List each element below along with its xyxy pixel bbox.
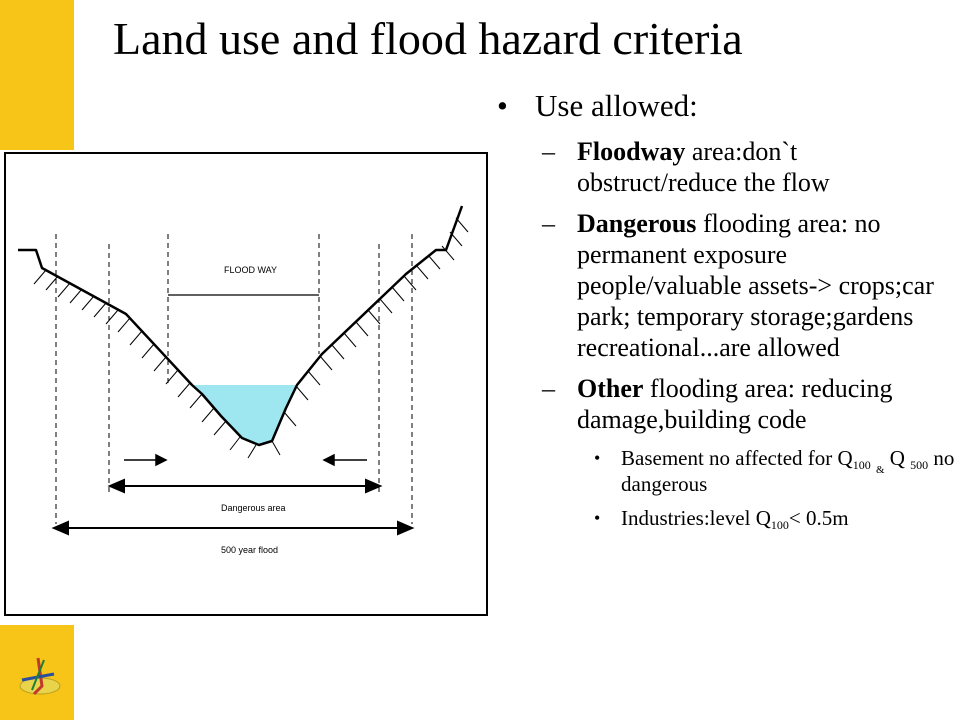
- dangerous-area-arrow: [110, 480, 380, 492]
- bullet-icon: •: [594, 508, 601, 528]
- bullet-content: [497, 88, 957, 539]
- logo-icon: [14, 650, 64, 700]
- item-other: [497, 373, 957, 435]
- item-bold: Floodway: [577, 137, 686, 166]
- dash-icon: –: [542, 374, 555, 403]
- subscript-100: 100: [852, 458, 871, 472]
- subitem-text: Basement no affected for Q: [621, 446, 853, 470]
- dash-icon: –: [542, 209, 555, 238]
- bullet-icon: •: [594, 448, 601, 468]
- item-text: flooding area: reducing damage,building code: [577, 374, 893, 434]
- subscript-100: 100: [770, 518, 789, 532]
- subitem-text: no dangerous: [621, 446, 955, 496]
- item-text: area:don`t obstruct/reduce the flow: [577, 137, 830, 197]
- accent-bar-top: [0, 0, 74, 150]
- flood500-arrow: [54, 522, 412, 534]
- dash-icon: –: [542, 137, 555, 166]
- flood-cross-section-figure: [4, 152, 488, 616]
- use-allowed-heading: [497, 88, 957, 124]
- item-bold: Dangerous: [577, 209, 697, 238]
- item-text: flooding area: no permanent exposure people/valuable assets-> crops;car park; temporary storage;gardens recreational...are allowed: [577, 209, 934, 362]
- subitem-industries: [497, 505, 957, 531]
- item-bold: Other: [577, 374, 644, 403]
- subitem-text: Industries:level Q: [621, 506, 771, 530]
- flood500-label: 500 year flood: [221, 545, 279, 555]
- hatching-right: [272, 218, 468, 455]
- subscript-500: 500: [910, 458, 929, 472]
- heading-text: Use allowed:: [535, 88, 698, 123]
- guide-lines: [56, 234, 412, 524]
- inward-arrows: [124, 455, 367, 465]
- hatching-left: [34, 270, 256, 458]
- subitem-text: < 0.5m: [788, 506, 849, 530]
- dangerous-area-label: Dangerous area: [221, 503, 286, 513]
- cross-section-diagram: [6, 154, 486, 614]
- item-floodway: [497, 136, 957, 198]
- subscript-amp: &: [875, 464, 885, 476]
- subitem-text: Q: [884, 446, 911, 470]
- bullet-icon: •: [497, 88, 508, 123]
- floodway-label: FLOOD WAY: [224, 265, 278, 275]
- slide-title: Land use and flood hazard criteria: [113, 13, 743, 64]
- subitem-basement: [497, 445, 957, 497]
- item-dangerous: [497, 208, 957, 363]
